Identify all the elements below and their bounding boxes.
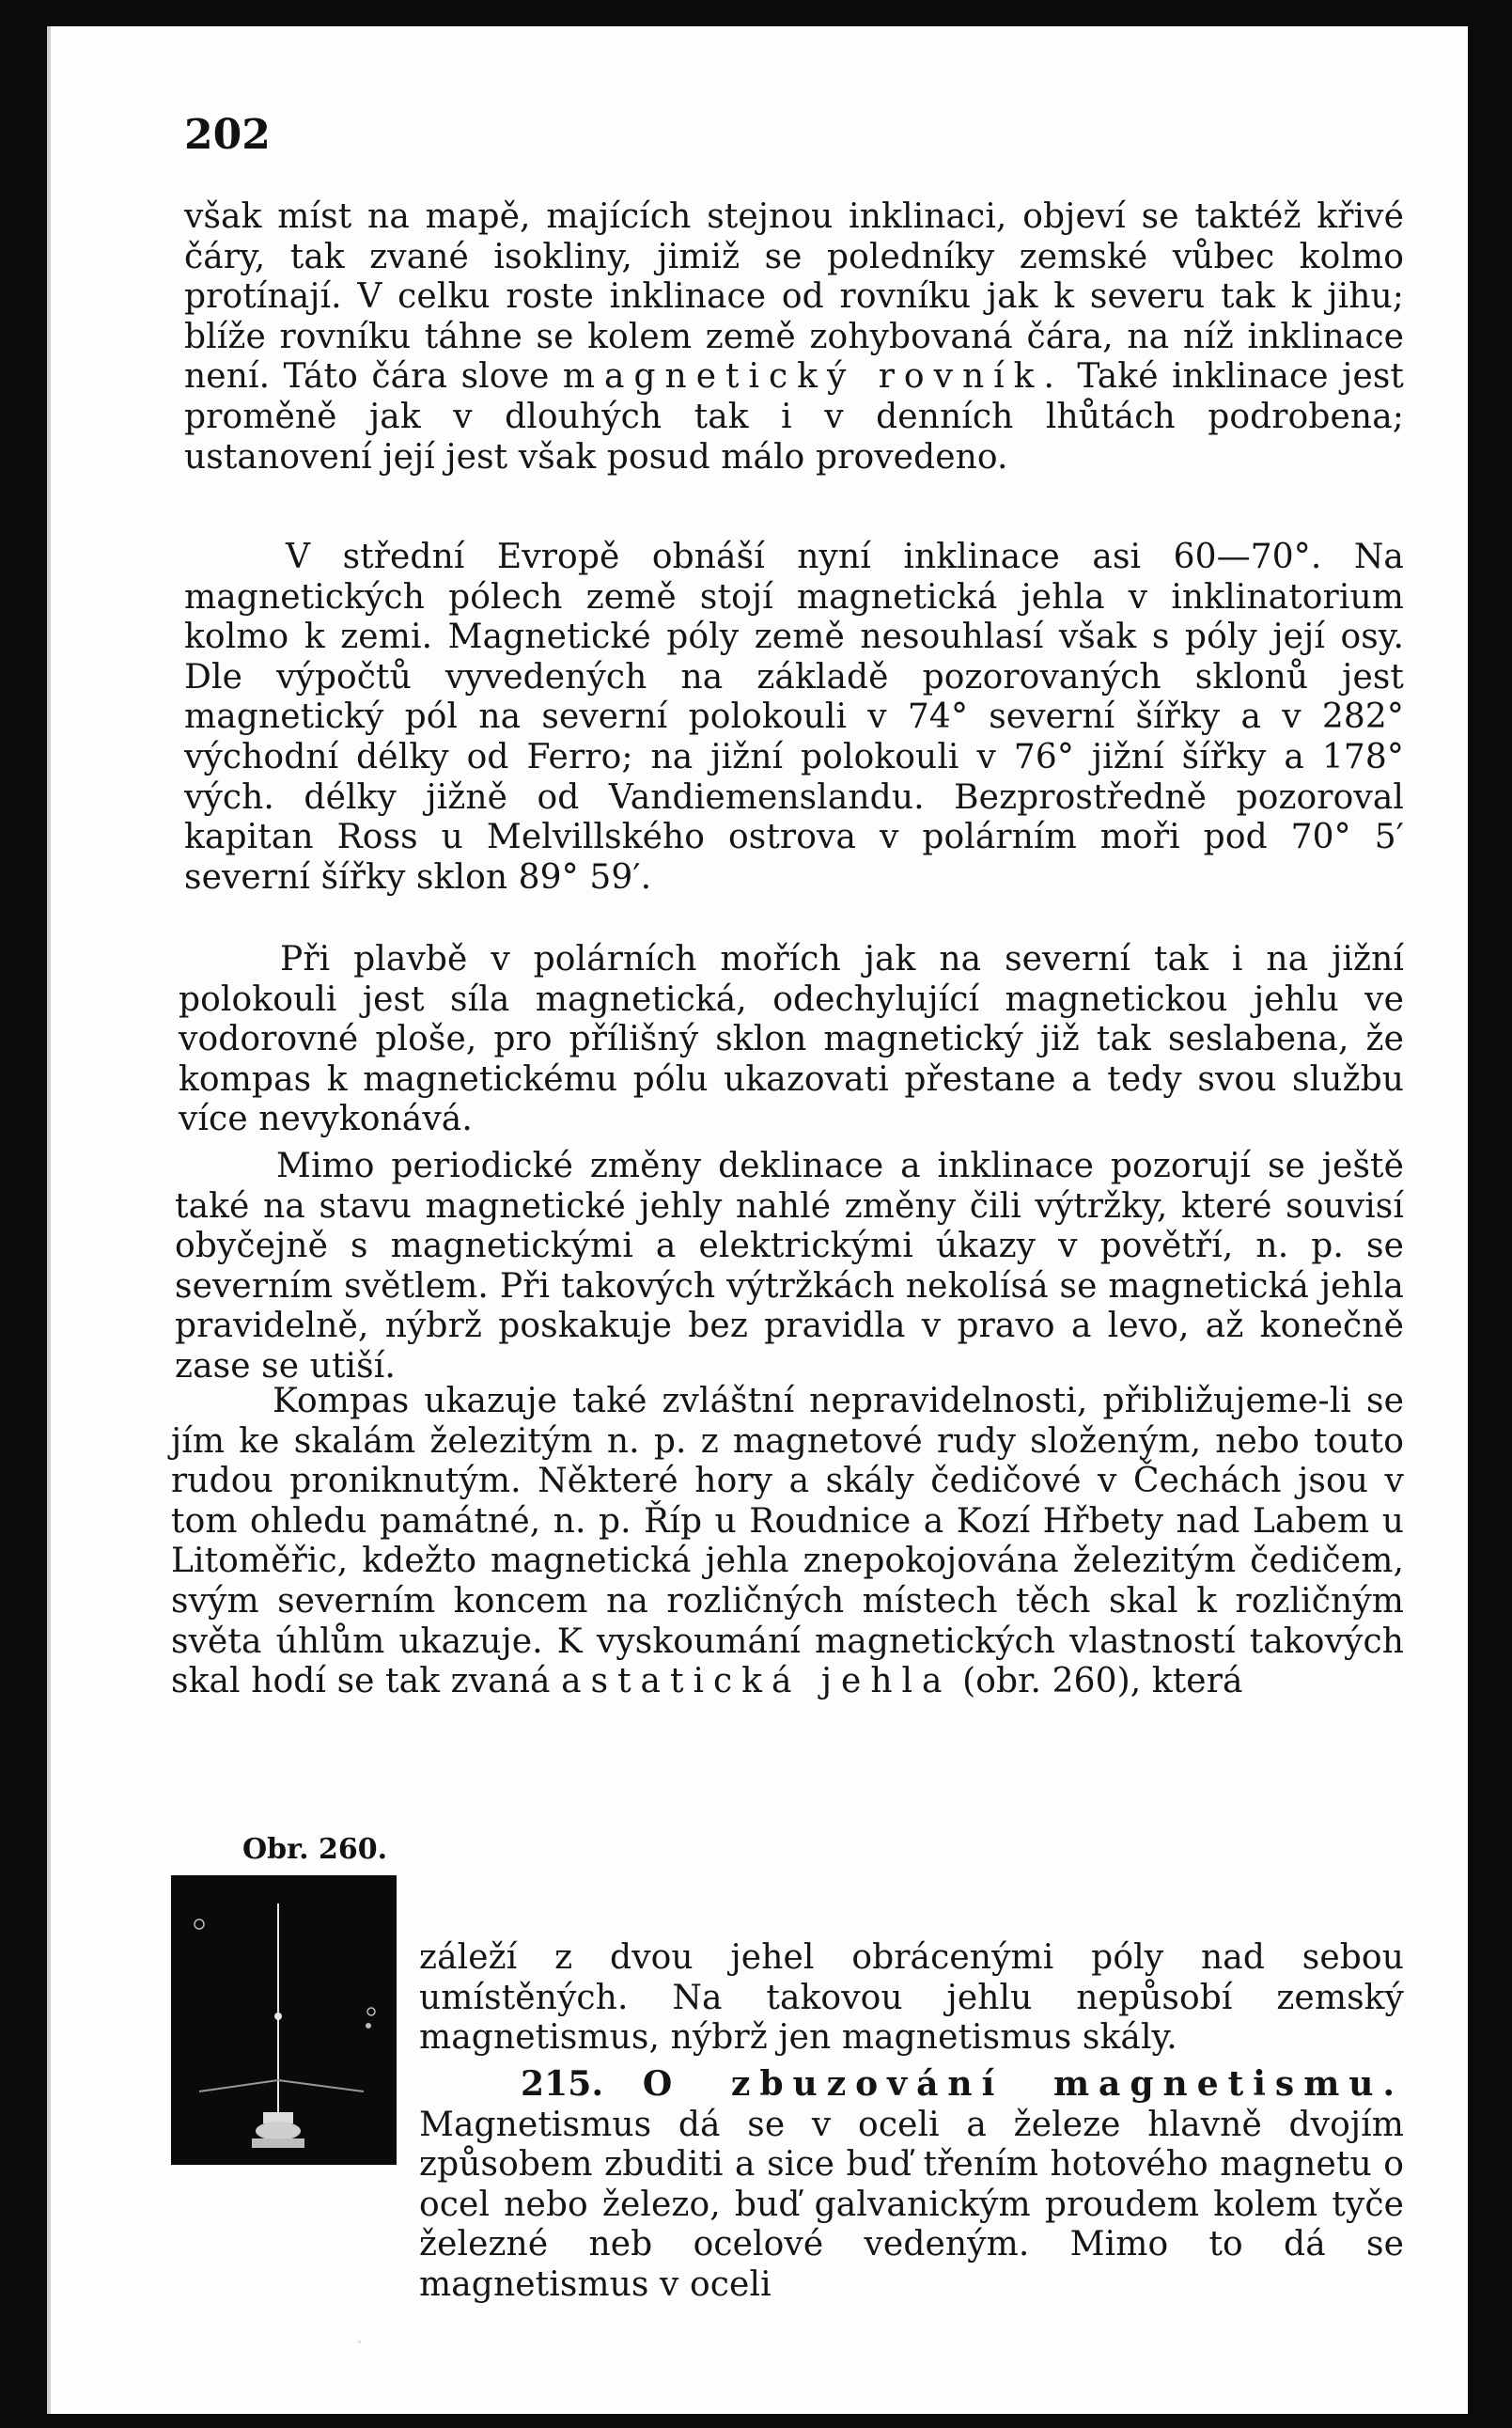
spaced-term: magnetický rovník. xyxy=(562,357,1064,397)
paragraph-polar-navigation: Při plavbě v polárních mořích jak na severní tak i na jižní polokouli jest síla magnetická, odechylující magnetickou jehlu ve vodorovné ploše, pro přílišný sklon magnetický již tak seslabena, že kompas k magnetickému pólu ukazovati přestane a tedy svou službu více nevykonává. xyxy=(179,940,1404,1139)
spaced-term: astatická jehla xyxy=(561,1662,952,1701)
figure-caption: Obr. 260. xyxy=(242,1833,388,1866)
page-speck xyxy=(358,2341,361,2343)
astatic-needle-figure xyxy=(171,1875,397,2165)
paragraph-magnetic-storms: Mimo periodické změny deklinace a inklinace pozorují se ještě také na stavu magnetické jehly nahlé změny čili výtržky, které souvisí obyčejně s magnetickými a elektrickými úkazy v povětří, n. p. se severním světlem. Při takových výtržkách nekolísá se magnetická jehla pravidelně, nýbrž poskakuje bez pravidla v pravo a levo, až konečně zase se utiší. xyxy=(175,1147,1404,1386)
paragraph-text: Magnetismus dá se v oceli a železe hlavně dvojím způsobem zbuditi a sice buď třením hotového magnetu o ocel nebo železo, buď galvanickým proudem kolem tyče železné neb ocelové vedeným. Mimo to dá se magnetismus v oceli xyxy=(419,2105,1404,2304)
paragraph-text: (obr. 260), která xyxy=(962,1662,1243,1701)
paragraph-text: však míst na mapě, majících stejnou inklinaci, objeví se taktéž křivé čáry, tak zvané isokliny, jimiž se poledníky zemské vůbec kolmo protínají. V celku roste inklinace od rovníku jak k severu tak k jihu; blíže rovníku táhne se kolem země zohybovaná čára, na níž inklinace není. Táto čára slove xyxy=(184,197,1404,397)
page-number: 202 xyxy=(184,111,271,159)
section-number: 215. xyxy=(521,2064,604,2104)
paragraph-text: Kompas ukazuje také zvláštní nepravidelnosti, přibližujeme-li se jím ke skalám železitým n. p. z magnetové rudy složeným, nebo touto rudou proniknutým. Některé hory a skály čedičové v Čechách jsou v tom ohledu památné, n. p. Říp u Roudnice a Kozí Hřbety nad Labem u Litoměřic, kdežto magnetická jehla znepokojována železitým čedičem, svým severním koncem na rozličných místech těch skal k rozličným světa úhlům ukazuje. K vyskoumání magnetických vlastností takových skal hodí se tak zvaná xyxy=(171,1382,1404,1701)
section-title: O zbuzování magnetismu. xyxy=(642,2064,1404,2104)
paragraph-astatic-needle: záleží z dvou jehel obrácenými póly nad sebou umístěných. Na takovou jehlu nepůsobí zemský magnetismus, nýbrž jen magnetismus skály. xyxy=(419,1938,1404,2058)
paragraph-isoclines xyxy=(184,197,1404,478)
section-215 xyxy=(419,2064,1404,2306)
paragraph-text: Také inklinace jest proměně jak v dlouhých tak i v denních lhůtách podrobena; ustanovení její jest však posud málo provedeno. xyxy=(184,357,1404,477)
paragraph-compass-irregularities xyxy=(171,1382,1404,1702)
paragraph-inclination-europe: V střední Evropě obnáší nyní inklinace asi 60—70°. Na magnetických pólech země stojí magnetická jehla v inklinatorium kolmo k zemi. Magnetické póly země nesouhlasí však s póly její osy. Dle výpočtů vyvedených na základě pozorovaných sklonů jest magnetický pól na severní polokouli v 74° severní šířky a v 282° východní délky od Ferro; na jižní polokouli v 76° jižní šířky a 178° vých. délky jižně od Vandiemenslandu. Bezprostředně pozoroval kapitan Ross u Melvillského ostrova v polárním moři pod 70° 5′ severní šířky sklon 89° 59′. xyxy=(184,538,1404,897)
astatic-needle-illustration xyxy=(171,1875,397,2165)
